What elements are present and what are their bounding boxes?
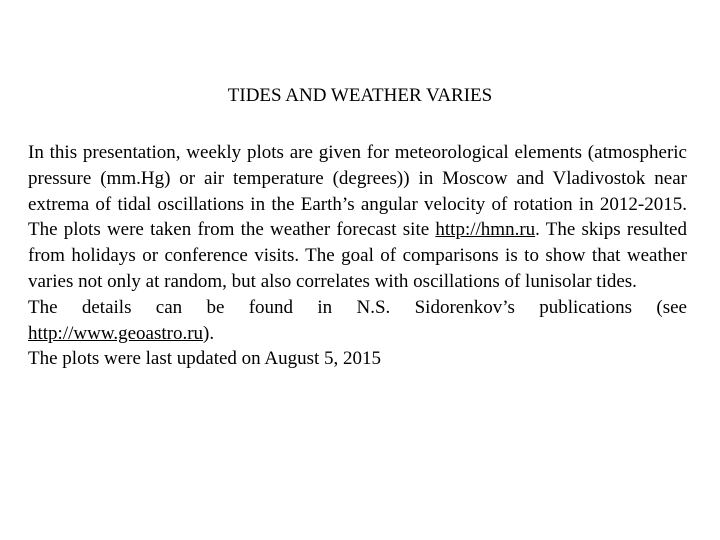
geoastro-link[interactable]: http://www.geoastro.ru [28,322,204,344]
paragraph-details-text-before-link: The details can be found in N.S. Sidorenkov’s publications (see [28,296,687,318]
hmn-link[interactable]: http://hmn.ru [435,219,536,241]
paragraph-intro-text-before-link: In this presentation, weekly plots are given for meteorological elements (atmospheric pressure (mm.Hg) or air temperature (degrees)) in Moscow and Vladivostok near extrema of tidal oscillations in the Earth’s angular velocity of rotation in 2012-2015. The plots were taken from the weather forecast site [28,142,687,241]
slide-body [28,140,687,372]
paragraph-updated: The plots were last updated on August 5, 2015 [28,348,382,370]
paragraph-intro-text-after-link: . The skips resulted from holidays or conference visits. The goal of comparisons is to show that weather varies not only at random, but also correlates with oscillations of lunisolar tides. [28,219,687,292]
paragraph-details-text-after-link: ). [203,322,215,344]
paragraph-intro [28,140,687,295]
paragraph-details [28,295,687,347]
slide-title: TIDES AND WEATHER VARIES [227,85,493,106]
